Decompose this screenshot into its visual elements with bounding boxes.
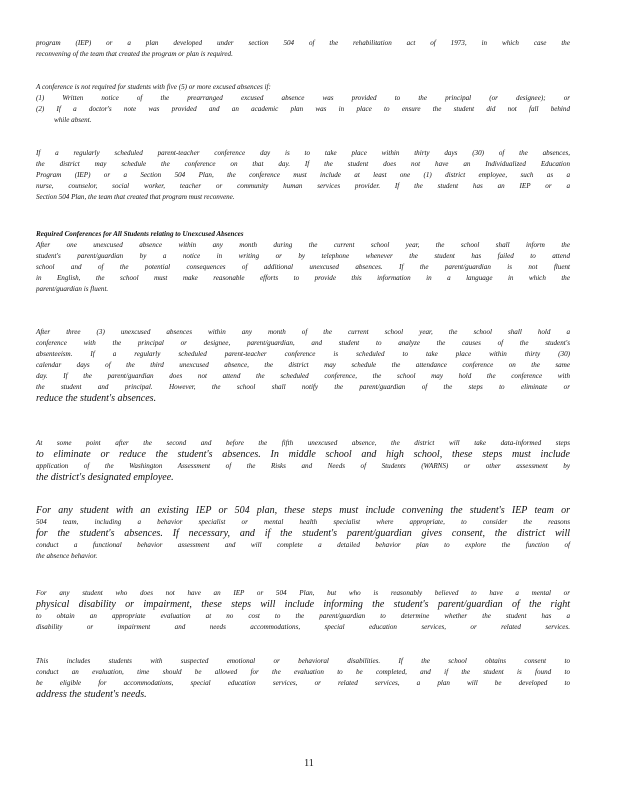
text-line: If a regularly scheduled parent-teacher conference day is to take place within thirty days (30) of the absences, <box>36 149 570 157</box>
paragraph-parent-teacher-conference <box>36 148 570 203</box>
text-line: reduce the student's absences. <box>36 393 157 404</box>
text-line: A conference is not required for students with five (5) or more excused absences if: <box>36 83 271 91</box>
text-line: parent/guardian is fluent. <box>36 285 109 293</box>
text-line: school and of the potential consequences of additional unexcused absences. If the parent/guardian is not fluent <box>36 263 570 271</box>
text-line: (1) Written notice of the prearranged excused absence was provided to the principal (or designee); or <box>36 94 570 102</box>
section-required-conferences <box>36 229 570 295</box>
text-line: in English, the school must make reasonable efforts to provide this information in a language in which the <box>36 274 570 282</box>
text-line: nurse, counselor, social worker, teacher or community human services provider. If the student has an IEP or a <box>36 182 570 190</box>
paragraph-conference-not-required <box>36 82 570 126</box>
text-line: be eligible for accommodations, special education services, or related services, a plan will be developed to <box>36 679 570 687</box>
text-line: For any student who does not have an IEP or 504 Plan, but who is reasonably believed to have a mental or <box>36 589 570 597</box>
text-line: program (IEP) or a plan developed under section 504 of the rehabilitation act of 1973, in which case the <box>36 39 570 47</box>
text-line: while absent. <box>54 116 92 124</box>
text-line: reconvening of the team that created the program or plan is required. <box>36 50 233 58</box>
text-line: Section 504 Plan, the team that created that program must reconvene. <box>36 193 235 201</box>
paragraph-no-iep-504 <box>36 588 570 633</box>
text-line: application of the Washington Assessment of the Risks and Needs of Students (WARNS) or other assessment by <box>36 462 570 470</box>
text-line: absenteeism. If a regularly scheduled parent-teacher conference is scheduled to take place within thirty (30) <box>36 350 570 358</box>
text-line: conduct an evaluation, time should be allowed for the evaluation to be completed, and if the student is found to <box>36 668 570 676</box>
text-line: for the student's absences. If necessary, and if the student's parent/guardian gives consent, the district will <box>36 528 570 539</box>
text-line: calendar days of the third unexcused absence, the district may schedule the attendance conference on the same <box>36 361 570 369</box>
text-line: day. If the parent/guardian does not attend the scheduled conference, the school may hold the conference with <box>36 372 570 380</box>
text-line: address the student's needs. <box>36 689 147 700</box>
text-line: conference with the principal or designee, parent/guardian, and student to analyze the causes of the student's <box>36 339 570 347</box>
text-line: At some point after the second and before the fifth unexcused absence, the district will take data-informed steps <box>36 439 570 447</box>
text-line: After three (3) unexcused absences within any month of the current school year, the school shall hold a <box>36 328 570 336</box>
text-line: student's parent/guardian by a notice in writing or by telephone whenever the student has failed to attend <box>36 252 570 260</box>
section-heading: Required Conferences for All Students relating to Unexcused Absences <box>36 230 244 238</box>
text-line: to eliminate or reduce the student's absences. In middle school and high school, these steps must include <box>36 449 570 460</box>
text-line: This includes students with suspected emotional or behavioral disabilities. If the school obtains consent to <box>36 657 570 665</box>
text-line: 504 team, including a behavior specialist or mental health specialist where appropriate, to consider the reasons <box>36 518 570 526</box>
text-line: (2) If a doctor's note was provided and an academic plan was in place to ensure the student did not fall behind <box>36 105 570 113</box>
text-line: After one unexcused absence within any month during the current school year, the school shall inform the <box>36 241 570 249</box>
text-line: the student and principal. However, the school shall notify the parent/guardian of the steps to eliminate or <box>36 383 570 391</box>
text-line: For any student with an existing IEP or 504 plan, these steps must include convening the student's IEP team or <box>36 505 570 516</box>
text-line: to obtain an appropriate evaluation at no cost to the parent/guardian to determine whether the student has a <box>36 612 570 620</box>
page-number: 11 <box>304 758 314 769</box>
text-line: the district may schedule the conference on that day. If the student does not have an Individualized Education <box>36 160 570 168</box>
text-line: physical disability or impairment, these steps will include informing the student's parent/guardian of the right <box>36 599 570 610</box>
text-line: disability or impairment and needs accommodations, special education services, or related services. <box>36 623 570 631</box>
text-line: the absence behavior. <box>36 552 98 560</box>
paragraph-existing-iep-504 <box>36 505 570 562</box>
paragraph-emotional-behavioral <box>36 656 570 701</box>
paragraph-three-unexcused-absences <box>36 327 570 405</box>
text-line: conduct a functional behavior assessment and will complete a detailed behavior plan to explore the function of <box>36 541 570 549</box>
paragraph-data-informed-steps <box>36 438 570 484</box>
text-line: the district's designated employee. <box>36 472 174 483</box>
paragraph-iep-continuation <box>36 38 570 60</box>
text-line: Program (IEP) or a Section 504 Plan, the conference must include at least one (1) district employee, such as a <box>36 171 570 179</box>
